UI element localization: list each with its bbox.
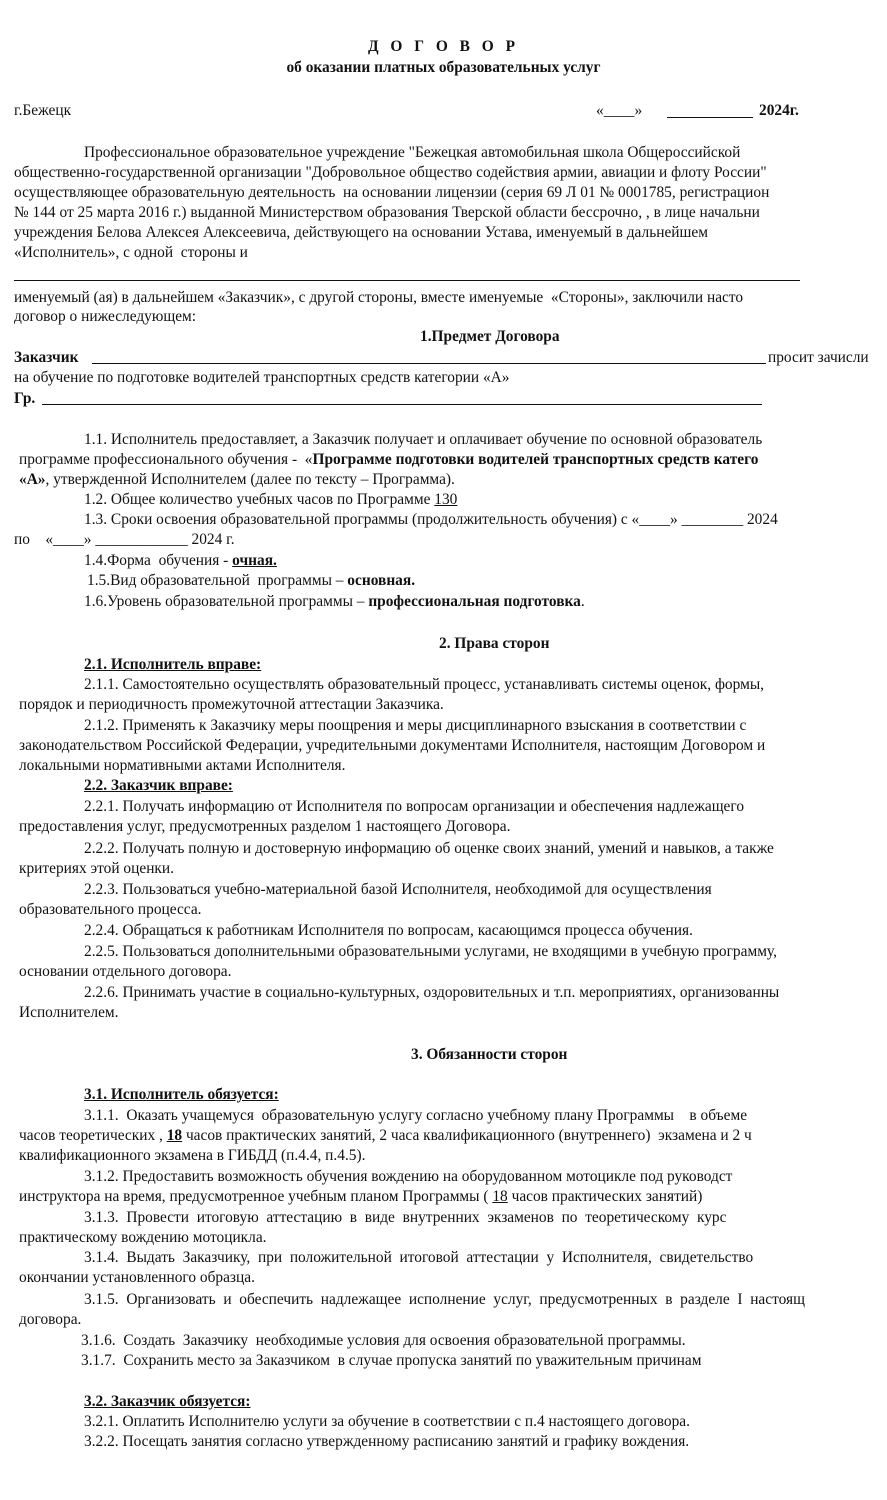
clause-2-2-4: 2.2.4. Обращаться к работникам Исполнителя по вопросам, касающимся процесса обучения. [84, 922, 693, 939]
clause-1-2: 1.2. Общее количество учебных часов по Программе 130 [84, 491, 458, 508]
clause-3-1-5: 3.1.5. Организовать и обеспечить надлежащее исполнение услуг, предусмотренных в разделе I настоящ [84, 1291, 805, 1308]
clause-1-5: 1.5.Вид образовательной программы – основная. [87, 572, 416, 589]
customer-request-text: просит зачисли [768, 349, 869, 366]
preamble-line: № 144 от 25 марта 2016 г.) выданной Министерством образования Тверской области бессрочно, , в лице начальни [14, 204, 760, 221]
clause-text: часов теоретических , 18 часов практических занятий, 2 часа квалификационного (внутреннего) экзамена и 2 ч [19, 1127, 752, 1144]
clause-1-3-cont: по «____» ____________ 2024 г. [14, 531, 235, 548]
clause-text: локальными нормативными актами Исполнителя. [19, 757, 346, 774]
clause-1-1-cont: «А», утвержденной Исполнителем (далее по тексту – Программа). [19, 471, 455, 488]
clause-text: предоставления услуг, предусмотренных разделом 1 настоящего Договора. [19, 818, 511, 835]
clause-text: Исполнителем. [19, 1004, 119, 1021]
citizen-label: Гр. [14, 390, 36, 407]
section2-1-heading: 2.1. Исполнитель вправе: [84, 656, 262, 673]
section2-2-heading: 2.2. Заказчик вправе: [84, 777, 233, 794]
clause-text: договора. [19, 1311, 82, 1328]
clause-text: квалификационного экзамена в ГИБДД (п.4.4, п.4.5). [19, 1147, 366, 1164]
preamble-line: учреждения Белова Алексея Алексеевича, действующего на основании Устава, именуемый в дальнейшем [14, 224, 708, 241]
clause-3-1-6: 3.1.6. Создать Заказчику необходимые условия для освоения образовательной программы. [81, 1332, 686, 1349]
preamble-line: общественно-государственной организации "Добровольное общество содействия армии, авиации и флоту России" [14, 164, 767, 181]
document-title: Д О Г О В О Р [367, 38, 520, 55]
section3-2-heading: 3.2. Заказчик обязуется: [84, 1393, 251, 1410]
clause-2-2-5: 2.2.5. Пользоваться дополнительными образовательными услугами, не входящими в учебную программу, [84, 943, 777, 960]
clause-3-1-4: 3.1.4. Выдать Заказчику, при положительной итоговой аттестации у Исполнителя, свидетельство [84, 1249, 754, 1266]
clause-3-2-2: 3.2.2. Посещать занятия согласно утвержденному расписанию занятий и графику вождения. [84, 1433, 690, 1450]
clause-1-4: 1.4.Форма обучения - очная. [84, 552, 277, 569]
clause-text: критериях этой оценки. [19, 860, 174, 877]
section3-1-heading: 3.1. Исполнитель обязуется: [84, 1086, 279, 1103]
clause-1-1: 1.1. Исполнитель предоставляет, а Заказчик получает и оплачивает обучение по основной образователь [84, 431, 763, 448]
citizen-blank [42, 404, 762, 405]
customer-blank [92, 363, 766, 364]
preamble-line: Профессиональное образовательное учреждение "Бежецкая автомобильная школа Общероссийской [84, 144, 741, 161]
preamble-line: договор о нижеследующем: [14, 308, 197, 325]
clause-1-6: 1.6.Уровень образовательной программы – профессиональная подготовка. [84, 593, 585, 610]
clause-1-3: 1.3. Сроки освоения образовательной программы (продолжительность обучения) с «____» ________ 2024 [84, 511, 778, 528]
clause-text: инструктора на время, предусмотренное учебным планом Программы ( 18 часов практических занятий) [19, 1188, 703, 1205]
clause-2-2-2: 2.2.2. Получать полную и достоверную информацию об оценке своих знаний, умений и навыков, а также [84, 840, 774, 857]
section2-heading: 2. Права сторон [439, 635, 550, 652]
clause-2-2-3: 2.2.3. Пользоваться учебно-материальной базой Исполнителя, необходимой для осуществления [84, 881, 712, 898]
section1-heading: 1.Предмет Договора [420, 328, 560, 345]
customer-label: Заказчик [14, 349, 79, 366]
course-line: на обучение по подготовке водителей транспортных средств категории «А» [14, 369, 510, 386]
date-year: 2024г. [759, 102, 799, 119]
clause-text: основании отдельного договора. [19, 963, 232, 980]
clause-2-1-1: 2.1.1. Самостоятельно осуществлять образовательный процесс, устанавливать системы оценок, формы, [84, 676, 765, 693]
clause-3-1-3: 3.1.3. Провести итоговую аттестацию в виде внутренних экзаменов по теоретическому курс [84, 1209, 727, 1226]
preamble-line: именуемый (ая) в дальнейшем «Заказчик», с другой стороны, вместе именуемые «Стороны», заключили насто [14, 289, 744, 306]
date-day: «____» [596, 102, 643, 119]
city: г.Бежецк [14, 102, 72, 119]
clause-text: окончании установленного образца. [19, 1269, 255, 1286]
clause-3-1-2: 3.1.2. Предоставить возможность обучения вождению на оборудованном мотоцикле под руководст [84, 1168, 733, 1185]
date-month-blank [667, 117, 753, 118]
clause-text: образовательного процесса. [19, 901, 202, 918]
clause-2-2-1: 2.2.1. Получать информацию от Исполнителя по вопросам организации и обеспечения надлежащего [84, 798, 745, 815]
clause-text: практическому вождению мотоцикла. [19, 1229, 267, 1246]
clause-3-1-7: 3.1.7. Сохранить место за Заказчиком в случае пропуска занятий по уважительным причинам [81, 1352, 702, 1369]
clause-1-1-cont: программе профессионального обучения - «Программе подготовки водителей транспортных средств катего [19, 451, 759, 468]
preamble-line: осуществляющее образовательную деятельность на основании лицензии (серия 69 Л 01 № 0001785, регистрацион [14, 184, 770, 201]
clause-text: законодательством Российской Федерации, учредительными документами Исполнителя, настоящим Договором и [19, 737, 766, 754]
clause-2-1-2: 2.1.2. Применять к Заказчику меры поощрения и меры дисциплинарного взыскания в соответствии с [84, 717, 747, 734]
document-subtitle: об оказании платных образовательных услуг [286, 59, 601, 76]
customer-name-blank [14, 280, 800, 281]
clause-3-2-1: 3.2.1. Оплатить Исполнителю услуги за обучение в соответствии с п.4 настоящего договора. [84, 1413, 690, 1430]
section3-heading: 3. Обязанности сторон [411, 1046, 568, 1063]
clause-2-2-6: 2.2.6. Принимать участие в социально-культурных, оздоровительных и т.п. мероприятиях, организованны [84, 984, 780, 1001]
clause-text: порядок и периодичность промежуточной аттестации Заказчика. [19, 696, 444, 713]
preamble-line: «Исполнитель», с одной стороны и [14, 244, 248, 261]
clause-3-1-1: 3.1.1. Оказать учащемуся образовательную услугу согласно учебному плану Программы в объеме [84, 1107, 748, 1124]
